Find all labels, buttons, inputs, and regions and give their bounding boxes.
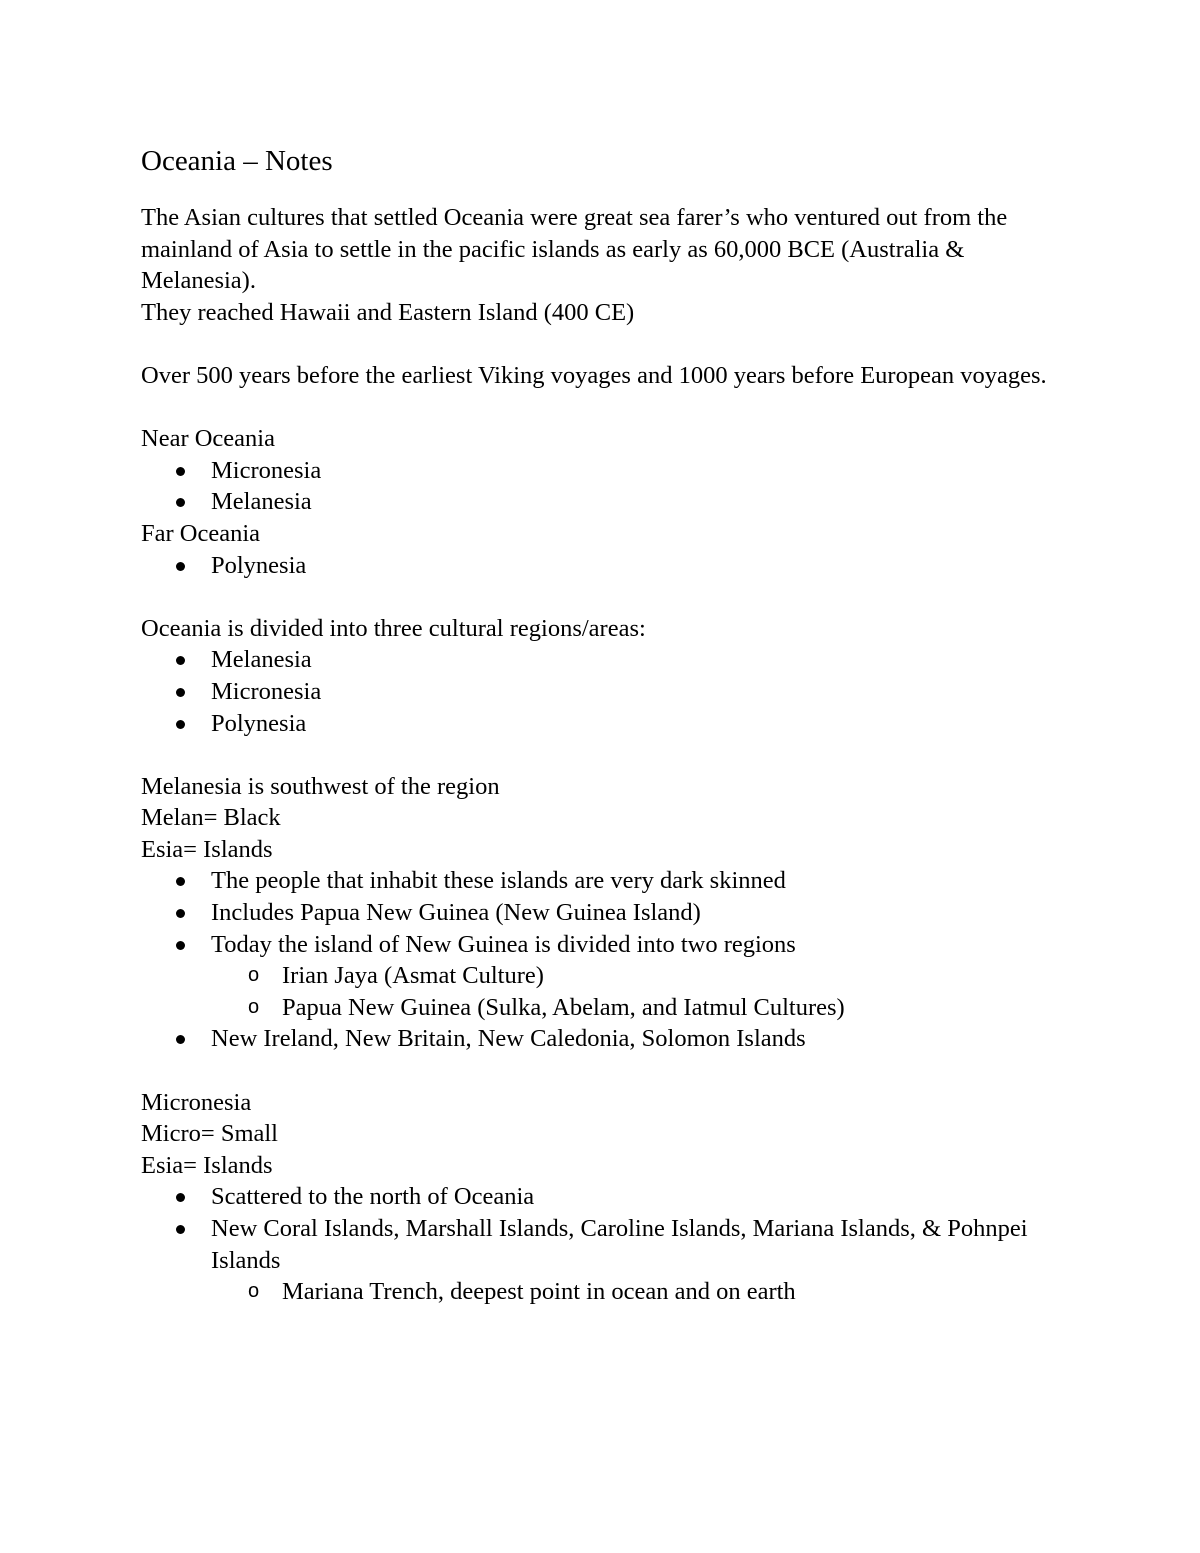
- melanesia-heading: Melanesia is southwest of the region: [141, 772, 500, 800]
- melanesia-esia-line: Esia= Islands: [141, 835, 273, 863]
- list-item: New Ireland, New Britain, New Caledonia, Solomon Islands: [141, 1023, 1071, 1055]
- list-item-text: New Coral Islands, Marshall Islands, Caroline Islands, Mariana Islands, & Pohnpei Islands: [211, 1215, 1028, 1274]
- list-item: Scattered to the north of Oceania: [141, 1181, 1071, 1213]
- micronesia-micro-line: Micro= Small: [141, 1120, 278, 1148]
- list-item-text: Today the island of New Guinea is divided into two regions: [211, 930, 796, 958]
- micronesia-list: [141, 1181, 1071, 1307]
- intro-reached-line: They reached Hawaii and Eastern Island (400 CE): [141, 298, 635, 326]
- blank-line: [141, 392, 1071, 424]
- document-body: [141, 142, 1071, 1308]
- list-item: [141, 1213, 1071, 1308]
- micronesia-esia-line: Esia= Islands: [141, 1151, 273, 1179]
- list-item: Includes Papua New Guinea (New Guinea Island): [141, 897, 1071, 929]
- page-title: Oceania – Notes: [141, 145, 333, 177]
- list-item: Micronesia: [141, 676, 1071, 708]
- sublist-item: o Mariana Trench, deepest point in ocean and on earth: [211, 1276, 1071, 1308]
- blank-line: [141, 581, 1071, 613]
- list-item: Micronesia: [141, 455, 1071, 487]
- list-item: The people that inhabit these islands are very dark skinned: [141, 865, 1071, 897]
- list-item: Polynesia: [141, 708, 1071, 740]
- list-item: Polynesia: [141, 550, 1071, 582]
- near-oceania-label: Near Oceania: [141, 425, 275, 453]
- list-item: [141, 929, 1071, 1024]
- list-item: Melanesia: [141, 644, 1071, 676]
- micronesia-sublist: [211, 1276, 1071, 1308]
- melanesia-list: [141, 865, 1071, 1055]
- blank-line: [141, 739, 1071, 771]
- far-oceania-label: Far Oceania: [141, 519, 261, 547]
- micronesia-heading: Micronesia: [141, 1088, 252, 1116]
- intro-voyages-paragraph: Over 500 years before the earliest Viking voyages and 1000 years before European voyages.: [141, 361, 1047, 389]
- blank-line: [141, 1055, 1071, 1087]
- sublist-item: o Irian Jaya (Asmat Culture): [211, 960, 1071, 992]
- melanesia-melan-line: Melan= Black: [141, 804, 281, 832]
- near-oceania-list: [141, 455, 1071, 518]
- list-item: Melanesia: [141, 486, 1071, 518]
- sublist-item: o Papua New Guinea (Sulka, Abelam, and Iatmul Cultures): [211, 992, 1071, 1024]
- blank-line: [141, 328, 1071, 360]
- regions-list: [141, 644, 1071, 739]
- new-guinea-regions-sublist: [211, 960, 1071, 1023]
- intro-paragraph: The Asian cultures that settled Oceania were great sea farer’s who ventured out from the mainland of Asia to settle in the pacific islands as early as 60,000 BCE (Australia & Melanesia).: [141, 204, 1008, 295]
- far-oceania-list: [141, 550, 1071, 582]
- regions-intro: Oceania is divided into three cultural regions/areas:: [141, 614, 646, 642]
